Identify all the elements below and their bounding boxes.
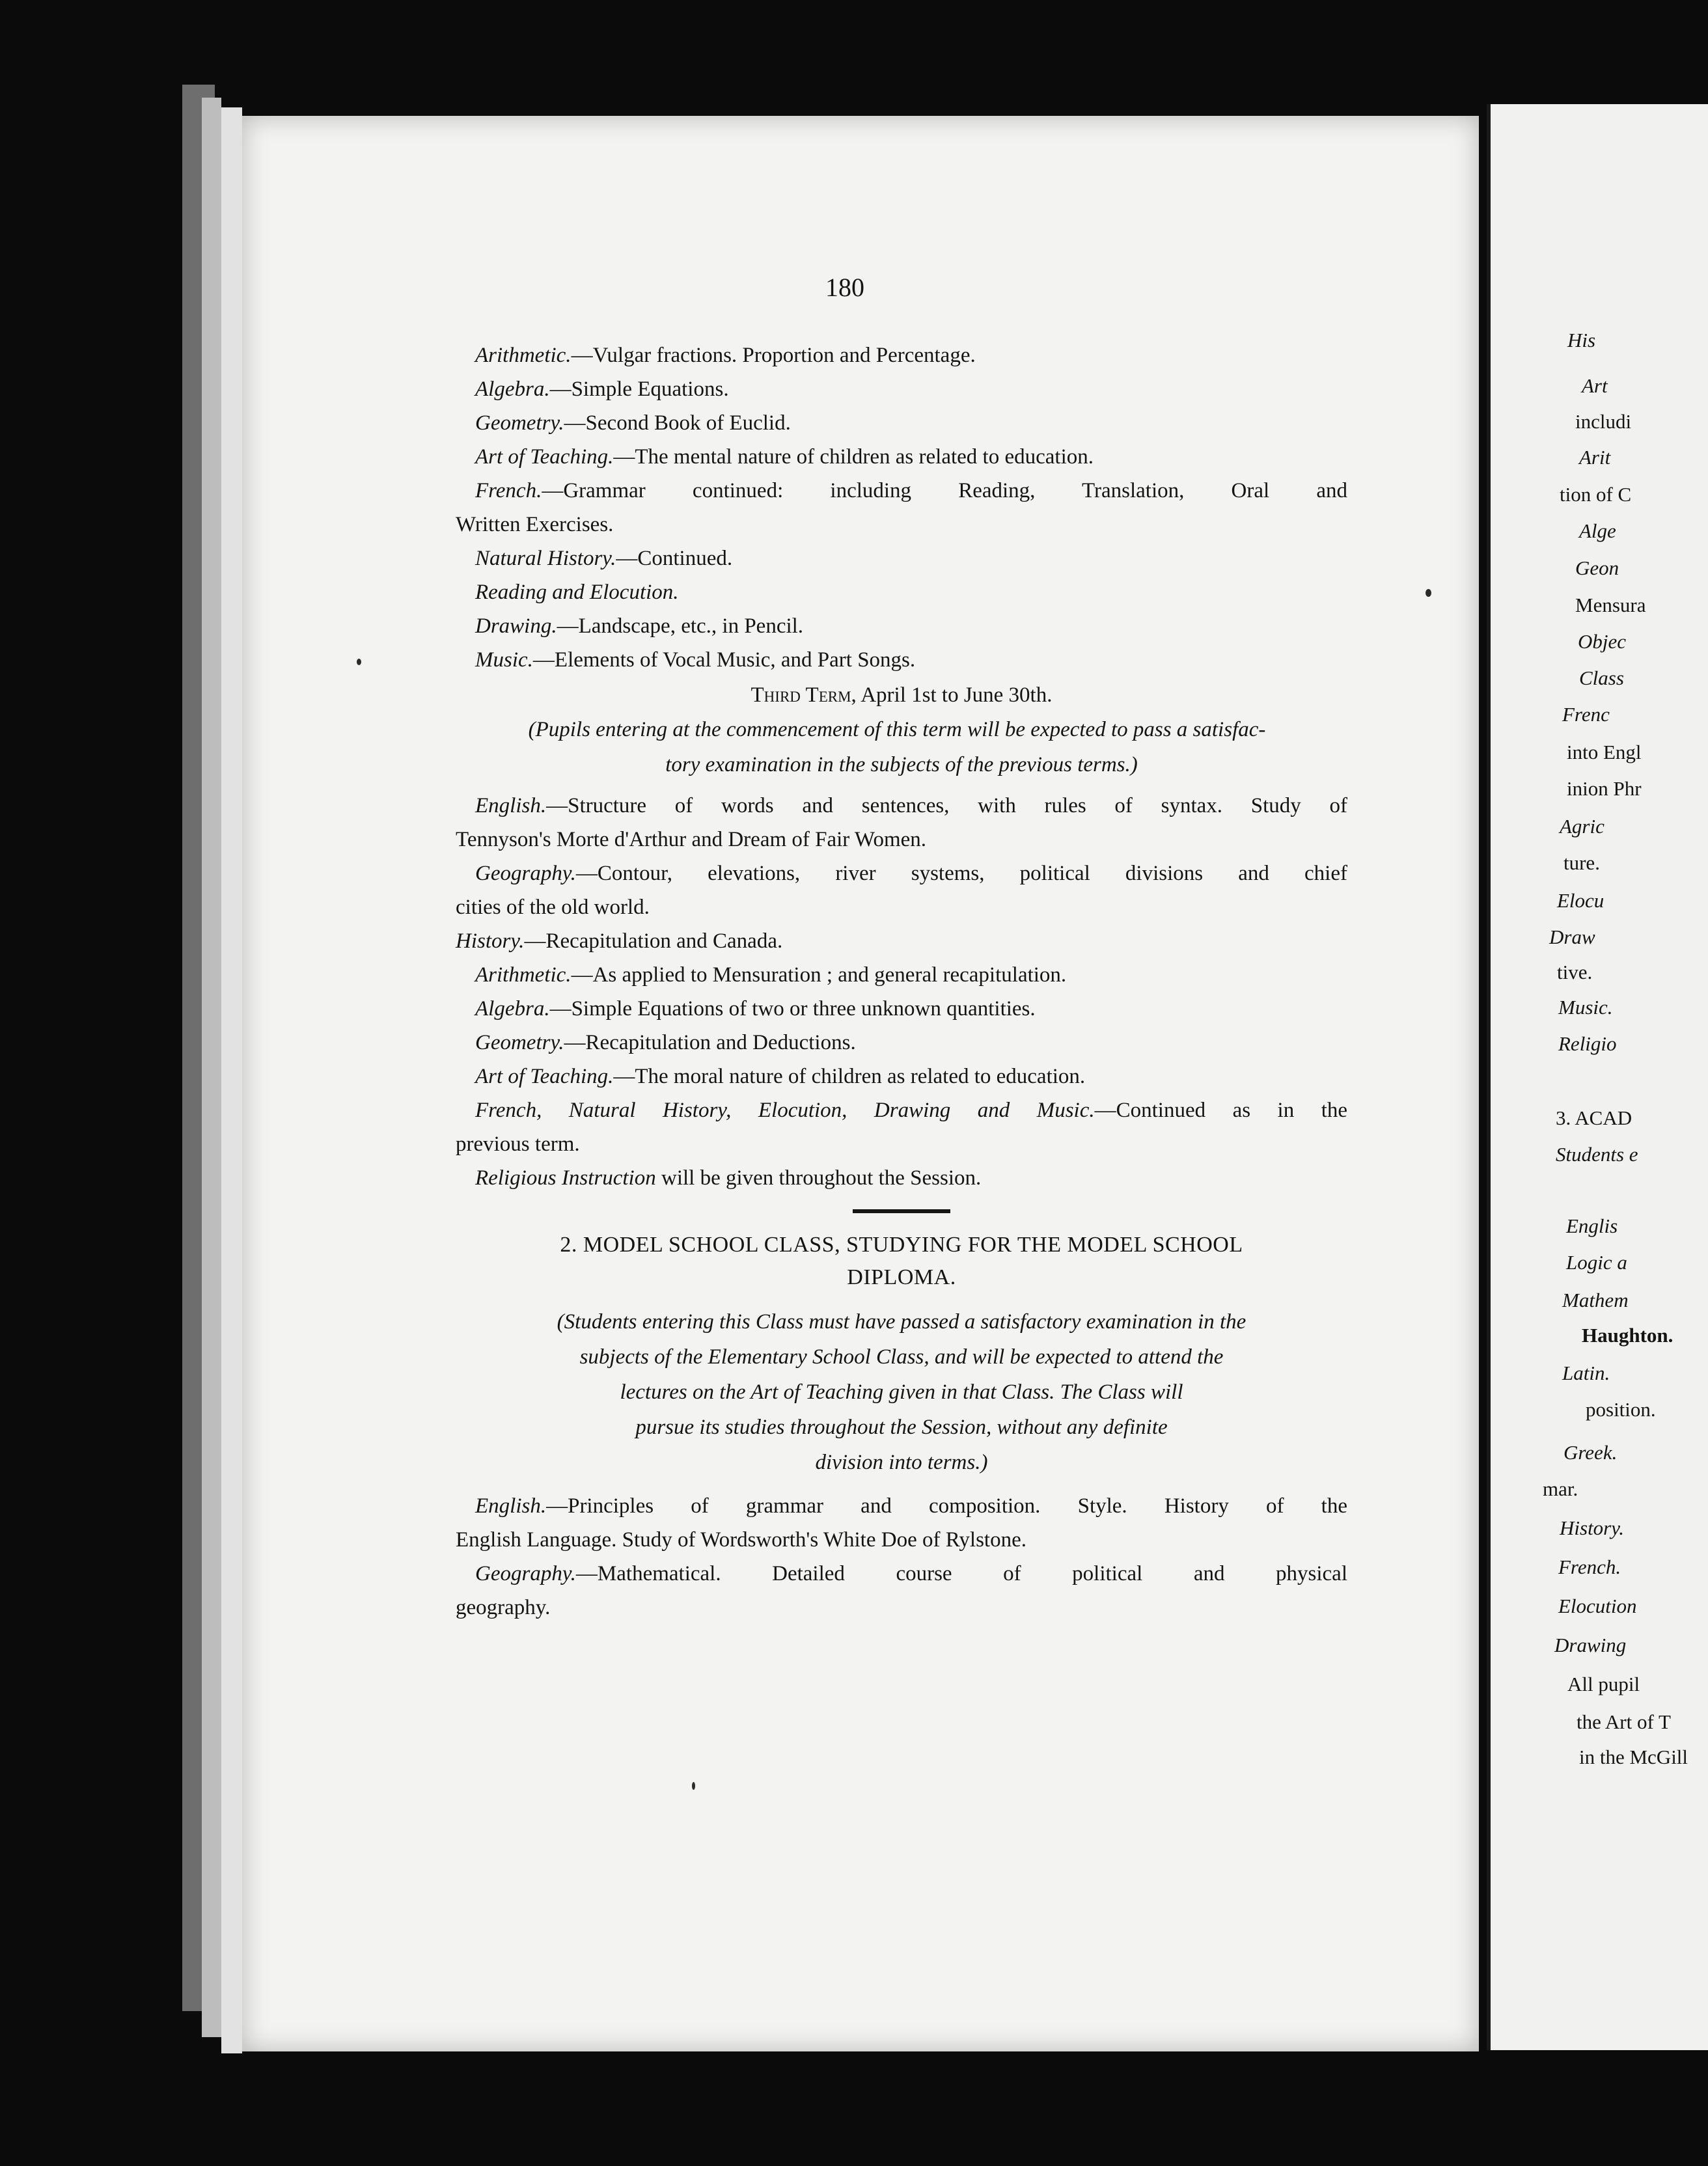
entry-label: Algebra.	[475, 377, 550, 401]
entry-line	[456, 789, 1347, 823]
right-page	[1487, 104, 1708, 2050]
right-page-fragment: Logic a	[1566, 1251, 1627, 1274]
entry-line	[456, 609, 1347, 643]
scan-speck	[357, 659, 361, 665]
entry	[456, 1060, 1347, 1093]
entry-text: —Landscape, etc., in Pencil.	[557, 614, 804, 638]
entry-text: —The moral nature of children as related to education.	[613, 1065, 1086, 1088]
entry-continuation: Tennyson's Morte d'Arthur and Dream of Fair Women.	[456, 828, 927, 851]
right-page-fragment: tive.	[1557, 961, 1593, 983]
right-page-fragment: Agric	[1560, 815, 1605, 838]
right-page-fragment: Geon	[1575, 556, 1619, 579]
entry	[456, 542, 1347, 575]
entry-label: English.	[475, 794, 547, 817]
entry	[456, 406, 1347, 440]
entry-line	[456, 857, 1347, 890]
entry-text: —Elements of Vocal Music, and Part Songs.	[532, 648, 916, 672]
entry-label: Arithmetic.	[475, 963, 572, 987]
entry-text: —Principles of grammar and composition. Style. History of the	[546, 1494, 1347, 1518]
right-page-fragment: History.	[1560, 1516, 1625, 1539]
right-page-fragment: Religio	[1558, 1032, 1617, 1055]
right-page-fragment: Elocution	[1558, 1595, 1637, 1617]
entry-label: Art of Teaching.	[475, 445, 614, 469]
term-heading-dates: April 1st to June 30th.	[856, 683, 1053, 707]
section-2-note-line: division into terms.)	[815, 1451, 988, 1474]
entry-label: History.	[456, 929, 525, 953]
entry-label: French, Natural History, Elocution, Drawing and Music.	[475, 1099, 1095, 1122]
entry-line	[456, 575, 1347, 609]
entry-text: —Structure of words and sentences, with rules of syntax. Study of	[546, 794, 1347, 817]
entry-label: Religious Instruction	[475, 1166, 656, 1190]
third-term-entries	[456, 789, 1347, 1195]
section-2-heading-line-1: 2. MODEL SCHOOL CLASS, STUDYING FOR THE MODEL SCHOOL	[560, 1233, 1243, 1257]
section-2-heading	[456, 1229, 1347, 1294]
entry-label: Reading and Elocution.	[475, 581, 679, 604]
right-page-fragment: Objec	[1578, 630, 1627, 653]
term-note-line-1: (Pupils entering at the commencement of this term will be expected to pass a satisfac-	[528, 718, 1266, 741]
entry-line	[456, 1060, 1347, 1093]
second-term-entries	[456, 338, 1347, 677]
right-page-fragment: Frenc	[1562, 703, 1610, 726]
entry-text: —Second Book of Euclid.	[564, 411, 791, 435]
page-stack-edge-inner	[221, 107, 242, 2053]
entry	[456, 338, 1347, 372]
right-page-fragment: tion of C	[1560, 483, 1632, 506]
scan-speck	[1426, 589, 1431, 597]
entry-label: Drawing.	[475, 614, 557, 638]
section-2-note-line: pursue its studies throughout the Session, without any definite	[635, 1416, 1168, 1439]
entry-line	[456, 992, 1347, 1026]
entry-label: Music.	[475, 648, 533, 672]
entry-label: Geometry.	[475, 411, 564, 435]
right-page-fragment: Arit	[1579, 446, 1611, 469]
entry-line	[456, 1557, 1347, 1591]
entry-line	[456, 440, 1347, 474]
entry-line	[456, 406, 1347, 440]
entry	[456, 643, 1347, 677]
entry-text: —Vulgar fractions. Proportion and Percentage.	[571, 344, 976, 367]
entry	[456, 924, 1347, 958]
right-page-fragment: His	[1567, 329, 1596, 351]
entry-line	[456, 1093, 1347, 1127]
right-page-fragment: Englis	[1566, 1214, 1618, 1237]
right-page-fragment: French.	[1558, 1556, 1621, 1578]
right-page-fragment: Mensura	[1575, 594, 1646, 616]
page-stack-edge	[202, 98, 221, 2037]
entry-label: Geography.	[475, 862, 576, 885]
right-page-fragment: Music.	[1558, 996, 1613, 1019]
section-2-entries	[456, 1489, 1347, 1624]
right-page-fragment: ture.	[1563, 851, 1600, 874]
entry-label: Algebra.	[475, 997, 550, 1021]
page-body	[456, 338, 1347, 1624]
entry-line	[456, 338, 1347, 372]
entry-label: Geography.	[475, 1562, 576, 1585]
entry-label: Geometry.	[475, 1031, 564, 1054]
entry-continuation: cities of the old world.	[456, 896, 650, 919]
entry-text: —Recapitulation and Deductions.	[564, 1031, 856, 1054]
entry-text: —Recapitulation and Canada.	[524, 929, 783, 953]
entry	[456, 1026, 1347, 1060]
right-page-fragment: Greek.	[1563, 1441, 1618, 1464]
entry-line	[456, 924, 1347, 958]
right-page-fragment: includi	[1575, 410, 1632, 433]
section-2-note-line: subjects of the Elementary School Class, and will be expected to attend the	[579, 1345, 1224, 1369]
right-page-fragment: Alge	[1579, 519, 1616, 542]
term-heading-name: Third Term,	[751, 683, 857, 707]
entry-continuation: Written Exercises.	[456, 513, 614, 536]
entry-text: will be given throughout the Session.	[655, 1166, 982, 1190]
entry	[456, 372, 1347, 406]
right-page-fragment: Art	[1582, 374, 1608, 397]
entry	[456, 1557, 1347, 1624]
entry-label: Art of Teaching.	[475, 1065, 614, 1088]
entry-text: —Continued as in the	[1094, 1099, 1348, 1122]
entry-text: —Simple Equations of two or three unknown quantities.	[549, 997, 1036, 1021]
right-page-fragment: in the McGill	[1579, 1746, 1688, 1768]
entry-label: French.	[475, 479, 542, 502]
entry-text: —Simple Equations.	[549, 377, 729, 401]
entry-continuation: previous term.	[456, 1132, 580, 1156]
entry-text: —Continued.	[616, 547, 733, 570]
right-page-fragment: inion Phr	[1567, 777, 1642, 800]
right-page-fragment: Mathem	[1562, 1289, 1629, 1311]
right-page-fragment: position.	[1586, 1398, 1656, 1421]
page-number: 180	[825, 273, 864, 302]
section-divider-rule	[853, 1209, 950, 1213]
entry-line	[456, 1489, 1347, 1523]
right-page-fragment: into Engl	[1567, 741, 1642, 763]
entry	[456, 958, 1347, 992]
right-page-fragment: Class	[1579, 666, 1624, 689]
term-note-line-2: tory examination in the subjects of the previous terms.)	[665, 753, 1138, 776]
entry-continuation: English Language. Study of Wordsworth's White Doe of Rylstone.	[456, 1528, 1026, 1552]
entry-label: Arithmetic.	[475, 344, 572, 367]
entry-line	[456, 1161, 1347, 1195]
entry	[456, 992, 1347, 1026]
section-2-heading-line-2: DIPLOMA.	[847, 1265, 956, 1289]
entry	[456, 609, 1347, 643]
term-note	[456, 712, 1347, 782]
entry-line	[456, 958, 1347, 992]
right-page-fragment: Latin.	[1562, 1362, 1610, 1384]
entry	[456, 575, 1347, 609]
section-2-note-line: (Students entering this Class must have passed a satisfactory examination in the	[557, 1310, 1247, 1334]
entry-label: English.	[475, 1494, 547, 1518]
entry-line	[456, 372, 1347, 406]
right-page-fragment: the Art of T	[1577, 1710, 1671, 1733]
right-page-fragment: Drawing	[1554, 1634, 1627, 1656]
entry-text: —The mental nature of children as related to education.	[613, 445, 1094, 469]
scan-speck	[692, 1782, 695, 1790]
right-page-fragment: All pupil	[1567, 1673, 1640, 1695]
term-heading	[456, 678, 1347, 712]
entry-line	[456, 1026, 1347, 1060]
entry	[456, 1161, 1347, 1195]
entry	[456, 474, 1347, 542]
entry-text: —Mathematical. Detailed course of political and physical	[575, 1562, 1347, 1585]
entry-text: —Contour, elevations, river systems, political divisions and chief	[575, 862, 1347, 885]
section-2-note	[456, 1304, 1347, 1480]
entry	[456, 789, 1347, 857]
entry-text: —As applied to Mensuration ; and general recapitulation.	[571, 963, 1067, 987]
entry-line	[456, 542, 1347, 575]
entry-label: Natural History.	[475, 547, 616, 570]
entry-line	[456, 643, 1347, 677]
right-page-fragment: Elocu	[1557, 889, 1605, 912]
section-2-note-line: lectures on the Art of Teaching given in that Class. The Class will	[620, 1380, 1183, 1404]
entry	[456, 440, 1347, 474]
right-page-fragment: Haughton.	[1582, 1324, 1674, 1347]
right-page-fragment: 3. ACAD	[1556, 1106, 1632, 1129]
entry-text: —Grammar continued: including Reading, Translation, Oral and	[542, 479, 1347, 502]
right-page-fragment: Students e	[1556, 1143, 1638, 1166]
entry-continuation: geography.	[456, 1596, 551, 1619]
entry	[456, 857, 1347, 924]
entry	[456, 1489, 1347, 1557]
right-page-fragment: mar.	[1543, 1477, 1578, 1500]
right-page-fragment: Draw	[1549, 925, 1595, 948]
entry-line	[456, 474, 1347, 508]
entry	[456, 1093, 1347, 1161]
